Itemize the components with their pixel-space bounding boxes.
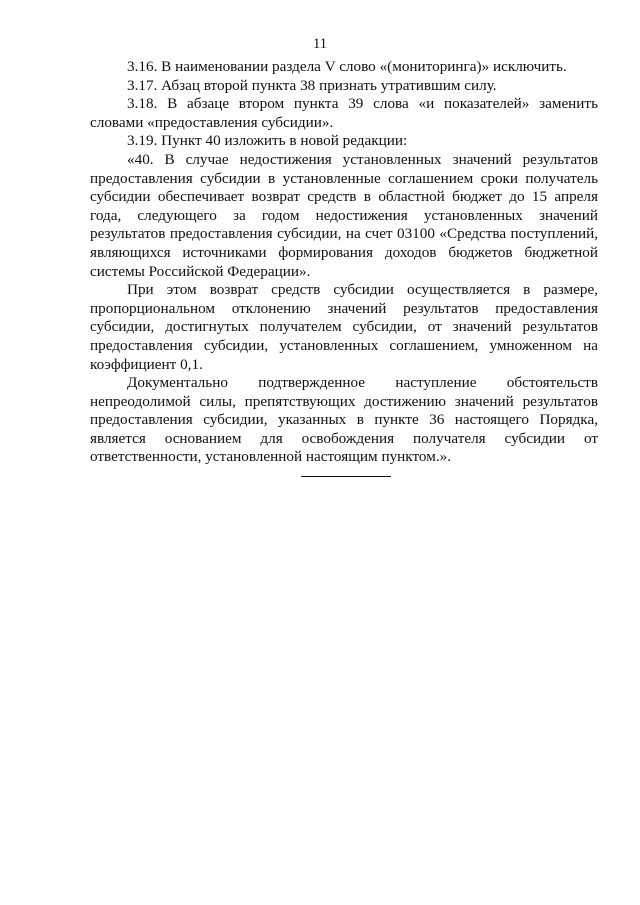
document-body xyxy=(90,58,598,467)
paragraph-force-majeure: Документально подтвержденное наступление обстоятельств непреодолимой силы, препятствующих достижению значений результатов предоставления субсидии, указанных в пункте 36 настоящего Порядка, является основанием для освобождения получателя субсидии от ответственности, установленной настоящим пунктом.». xyxy=(90,374,598,466)
page-number: 11 xyxy=(313,36,327,52)
paragraph-3-19: 3.19. Пункт 40 изложить в новой редакции: xyxy=(127,132,408,150)
closing-separator-line xyxy=(301,476,391,477)
paragraph-refund-coefficient: При этом возврат средств субсидии осуществляется в размере, пропорциональном отклонению значений результатов предоставления субсидии, достигнутых получателем субсидии, от значений результатов предоставления субсидии, установленных соглашением, умноженном на коэффициент 0,1. xyxy=(90,281,598,373)
paragraph-item-40: «40. В случае недостижения установленных значений результатов предоставления субсидии в установленные соглашением сроки получатель субсидии обеспечивает возврат средств в областной бюджет до 15 апреля года, следующего за годом недостижения установленных значений результатов предоставления субсидии, на счет 03100 «Средства поступлений, являющихся источниками формирования доходов бюджетов бюджетной системы Российской Федерации». xyxy=(90,150,598,280)
paragraph-3-18: 3.18. В абзаце втором пункта 39 слова «и показателей» заменить словами «предоставления субсидии». xyxy=(90,95,598,131)
paragraph-3-16: 3.16. В наименовании раздела V слово «(мониторинга)» исключить. xyxy=(127,58,567,75)
paragraph-3-17: 3.17. Абзац второй пункта 38 признать утратившим силу. xyxy=(127,76,497,94)
